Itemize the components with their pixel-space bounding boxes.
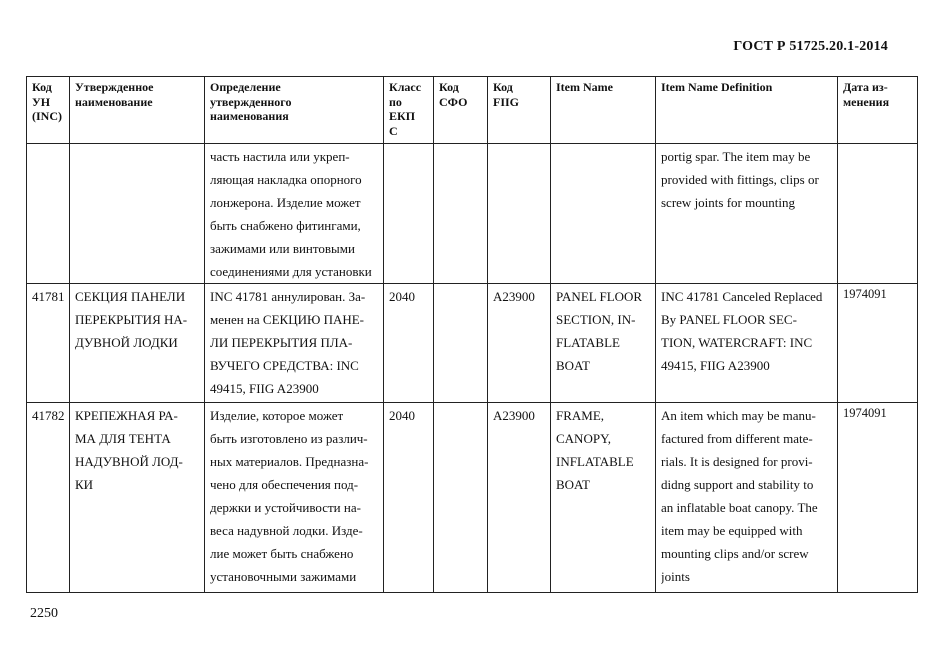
header-sfo: [434, 77, 488, 144]
fiig-cell: A23900: [488, 284, 551, 403]
text-line: CANOPY,: [556, 431, 612, 446]
text-line: joints: [661, 569, 690, 584]
text-line: By PANEL FLOOR SEC-: [661, 312, 797, 327]
text-line: an inflatable boat canopy. The: [661, 500, 818, 515]
definition-cell: [205, 284, 384, 403]
fiig-cell: A23900: [488, 403, 551, 593]
definition-cell: [205, 403, 384, 593]
text-line: лие может быть снабжено: [210, 546, 354, 561]
header-item-name: [551, 77, 656, 144]
header-label-line: FIIG: [493, 94, 520, 109]
table-row: [27, 284, 918, 403]
header-label-line: утвержденного: [210, 94, 292, 109]
text-line: быть снабжено фитингами,: [210, 218, 361, 233]
text-line: rials. It is designed for provi-: [661, 454, 813, 469]
header-label-line: Утвержденное: [75, 80, 154, 94]
date-cell: [838, 144, 918, 284]
text-line: item may be equipped with: [661, 523, 803, 538]
text-line: часть настила или укреп-: [210, 149, 350, 164]
item-name-cell: [551, 284, 656, 403]
text-line: чено для обеспечения под-: [210, 477, 359, 492]
code-cell: [27, 144, 70, 284]
class-cell: 2040: [384, 403, 434, 593]
class-cell: 2040: [384, 284, 434, 403]
text-line: ЛИ ПЕРЕКРЫТИЯ ПЛА-: [210, 335, 353, 350]
text-line: portig spar. The item may be: [661, 149, 811, 164]
header-label-line: Класс: [389, 80, 422, 94]
text-line: КИ: [75, 477, 94, 492]
text-line: Изделие, которое может: [210, 408, 344, 423]
text-line: INC 41781 аннулирован. За-: [210, 289, 366, 304]
sfo-cell: [434, 144, 488, 284]
text-line: mounting clips and/or screw: [661, 546, 809, 561]
sfo-cell: [434, 284, 488, 403]
header-label-line: ЕКП: [389, 109, 416, 123]
header-label-line: Определение: [210, 80, 281, 94]
text-line: ПЕРЕКРЫТИЯ НА-: [75, 312, 188, 327]
text-line: PANEL FLOOR: [556, 289, 643, 304]
text-line: INFLATABLE: [556, 454, 634, 469]
text-line: ВУЧЕГО СРЕДСТВА: INC: [210, 358, 359, 373]
text-line: 49415, FIIG A23900: [661, 358, 770, 373]
page-number: 2250: [30, 606, 58, 621]
text-line: ляющая накладка опорного: [210, 172, 362, 187]
text-line: веса надувной лодки. Изде-: [210, 523, 363, 538]
text-line: ных материалов. Предназна-: [210, 454, 369, 469]
text-line: менен на СЕКЦИЮ ПАНЕ-: [210, 312, 365, 327]
text-line: КРЕПЕЖНАЯ РА-: [75, 408, 178, 423]
name-cell: [70, 403, 205, 593]
header-label-line: менения: [843, 94, 890, 109]
date-cell: 1974091: [838, 403, 918, 593]
header-label-line: УН: [32, 94, 51, 109]
text-line: An item which may be manu-: [661, 408, 816, 423]
text-line: 49415, FIIG A23900: [210, 381, 319, 396]
text-line: МА ДЛЯ ТЕНТА: [75, 431, 171, 446]
header-label-line: по: [389, 94, 402, 109]
header-code-inc: [27, 77, 70, 144]
text-line: НАДУВНОЙ ЛОД-: [75, 454, 183, 469]
text-line: BOAT: [556, 358, 590, 373]
header-label-line: Код: [439, 80, 459, 94]
name-cell: [70, 144, 205, 284]
text-line: INC 41781 Canceled Replaced: [661, 289, 823, 304]
text-line: factured from different mate-: [661, 431, 813, 446]
item-definition-cell: [656, 284, 838, 403]
text-line: FLATABLE: [556, 335, 620, 350]
catalog-table: [26, 76, 918, 593]
header-label-line: Код: [32, 80, 52, 94]
class-cell: [384, 144, 434, 284]
item-definition-cell: [656, 403, 838, 593]
text-line: SECTION, IN-: [556, 312, 636, 327]
header-label-line: (INC): [32, 109, 62, 123]
text-line: держки и устойчивости на-: [210, 500, 361, 515]
definition-cell: [205, 144, 384, 284]
date-cell: 1974091: [838, 284, 918, 403]
text-line: лонжерона. Изделие может: [210, 195, 361, 210]
text-line: быть изготовлено из различ-: [210, 431, 368, 446]
text-line: установочными зажимами: [210, 569, 357, 584]
sfo-cell: [434, 403, 488, 593]
header-label-line: Item Name: [556, 80, 613, 94]
name-cell: [70, 284, 205, 403]
item-name-cell: [551, 403, 656, 593]
header-label-line: наименования: [210, 109, 289, 123]
fiig-cell: [488, 144, 551, 284]
header-label-line: Код: [493, 80, 513, 94]
text-line: BOAT: [556, 477, 590, 492]
header-label-line: С: [389, 123, 398, 138]
table-header-row: [27, 77, 918, 144]
table-row: [27, 144, 918, 284]
header-change-date: [838, 77, 918, 144]
header-class: [384, 77, 434, 144]
header-label-line: наименование: [75, 94, 153, 109]
item-definition-cell: [656, 144, 838, 284]
table-row: [27, 403, 918, 593]
header-name-definition: [205, 77, 384, 144]
header-label-line: Item Name Definition: [661, 80, 773, 94]
code-cell: 41781: [27, 284, 70, 403]
standard-header: ГОСТ Р 51725.20.1-2014: [733, 39, 888, 54]
text-line: didng support and stability to: [661, 477, 814, 492]
header-label-line: СФО: [439, 94, 468, 109]
text-line: provided with fittings, clips or: [661, 172, 819, 187]
text-line: зажимами или винтовыми: [210, 241, 355, 256]
text-line: ДУВНОЙ ЛОДКИ: [75, 335, 178, 350]
header-item-name-definition: [656, 77, 838, 144]
header-approved-name: [70, 77, 205, 144]
item-name-cell: [551, 144, 656, 284]
header-fiig: [488, 77, 551, 144]
header-label-line: Дата из-: [843, 80, 888, 94]
text-line: СЕКЦИЯ ПАНЕЛИ: [75, 289, 186, 304]
text-line: соединениями для установки: [210, 264, 372, 279]
code-cell: 41782: [27, 403, 70, 593]
text-line: TION, WATERCRAFT: INC: [661, 335, 813, 350]
text-line: FRAME,: [556, 408, 605, 423]
text-line: screw joints for mounting: [661, 195, 795, 210]
